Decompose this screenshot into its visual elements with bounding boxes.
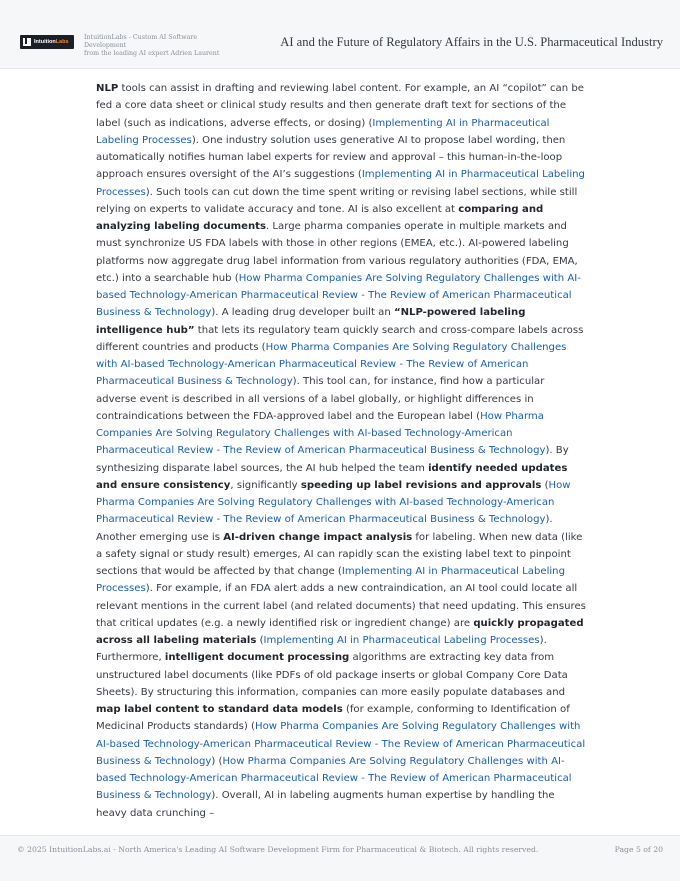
bold-text: intelligent document processing xyxy=(164,652,350,664)
intuitionlabs-logo[interactable] xyxy=(20,35,74,49)
body-text: for labeling. When new data (like a safety signal or study result) emerges, AI can rapidly scan the existing label text to pinpoint sections that would be affected by that change ( xyxy=(96,531,583,577)
body-text: ). This tool can, for instance, find how a particular adverse event is described in all versions of a label globally, or highlight differences in contraindications between the FDA-approved label and the European label ( xyxy=(96,376,545,422)
bold-text: map label content to standard data models xyxy=(96,704,343,715)
body-text: ). Overall, AI in labeling augments human expertise by handling the heavy data crunching – xyxy=(96,790,555,819)
citation-link[interactable]: How Pharma Companies Are Solving Regulatory Challenges with AI-based Technology-American Pharmaceutical Review - The Review of American Pharmaceutical Business & Technology xyxy=(96,272,581,319)
page-footer xyxy=(0,835,680,881)
body-text: ) ( xyxy=(211,755,223,767)
citation-link[interactable]: How Pharma Companies Are Solving Regulatory Challenges with AI-based Technology-American Pharmaceutical Review - The Review of American Pharmaceutical Business & Technology xyxy=(96,479,571,526)
body-text: ). Furthermore, xyxy=(96,635,547,664)
body-text: algorithms are extracting key data from unstructured label documents (like PDFs of old package inserts or global Company Core Data Sheets). By structuring this information, companies can more easily populate databases and xyxy=(96,652,568,698)
logo-wordmark xyxy=(34,39,69,45)
document-title: AI and the Future of Regulatory Affairs in the U.S. Pharmaceutical Industry xyxy=(280,35,663,49)
body-text: that lets its regulatory team quickly search and cross-compare labels across different countries and products ( xyxy=(96,324,584,353)
body-text: tools can assist in drafting and reviewing label content. For example, an AI “copilot” can be fed a core data sheet or clinical study results and then generate draft text for sections of the label (such as indications, adverse effects, or dosing) ( xyxy=(96,83,584,129)
bold-text: speeding up label revisions and approvals xyxy=(300,479,542,491)
citation-link[interactable]: Implementing AI in Pharmaceutical Labeling Processes xyxy=(96,169,585,198)
document-body xyxy=(96,80,586,822)
body-text: ). One industry solution uses generative AI to propose label wording, then automatically notifies human label experts for review and approval – this human-in-the-loop approach ensures oversight of the AI’s suggestions ( xyxy=(96,134,566,181)
page-number: Page 5 of 20 xyxy=(614,845,663,854)
bold-text: NLP xyxy=(96,83,119,94)
bold-text: quickly propagated across all labeling materials xyxy=(96,617,584,646)
citation-link[interactable]: How Pharma Companies Are Solving Regulatory Challenges with AI-based Technology-American Pharmaceutical Review - The Review of American Pharmaceutical Business & Technology xyxy=(96,341,567,388)
page-header xyxy=(0,0,680,69)
citation-link[interactable]: Implementing AI in Pharmaceutical Labeling Processes xyxy=(96,566,565,595)
body-paragraph xyxy=(96,80,586,822)
bold-text: identify needed updates and ensure consistency xyxy=(96,462,568,491)
footer-copyright: © 2025 IntuitionLabs.ai - North America's Leading AI Software Development Firm for Pharmaceutical & Biotech. All rights reserved. xyxy=(17,845,539,854)
body-text: ). A leading drug developer built an xyxy=(211,307,394,319)
bold-text: “NLP-powered labeling intelligence hub” xyxy=(96,307,526,336)
logo-prefix: Intuition xyxy=(34,39,56,45)
company-tagline xyxy=(84,34,234,58)
citation-link[interactable]: Implementing AI in Pharmaceutical Labeling Processes xyxy=(96,117,550,146)
body-text: ). Another emerging use is xyxy=(96,514,553,543)
bold-text: comparing and analyzing labeling documents xyxy=(96,203,544,232)
body-text: ). Such tools can cut down the time spent writing or revising label sections, while still relying on experts to validate accuracy and tone. AI is also excellent at xyxy=(96,186,578,215)
tagline-line-2: from the leading AI expert Adrien Laurent xyxy=(84,50,220,57)
citation-link[interactable]: How Pharma Companies Are Solving Regulatory Challenges with AI-based Technology-American Pharmaceutical Review - The Review of American Pharmaceutical Business & Technology xyxy=(96,755,572,802)
bold-text: AI-driven change impact analysis xyxy=(223,531,413,543)
body-text: . Large pharma companies operate in multiple markets and must synchronize US FDA labels with those in other regions (EMEA, etc.). AI-powered labeling platforms now aggregate drug label information from various regulatory authorities (FDA, EMA, etc.) into a searchable hub ( xyxy=(96,221,578,284)
citation-link[interactable]: How Pharma Companies Are Solving Regulatory Challenges with AI-based Technology-American Pharmaceutical Review - The Review of American Pharmaceutical Business & Technology xyxy=(96,410,546,457)
body-text: ( xyxy=(256,635,264,646)
logo-suffix: Labs xyxy=(55,39,69,45)
logo-mark-icon xyxy=(23,38,31,46)
citation-link[interactable]: Implementing AI in Pharmaceutical Labeling Processes xyxy=(263,635,540,646)
body-text: ( xyxy=(541,479,549,491)
body-text: ). For example, if an FDA alert adds a new contraindication, an AI tool could locate all relevant mentions in the current label (and related documents) that need updating. This ensures that critical updates (e.g. a newly identified risk or ingredient change) are xyxy=(96,583,586,629)
body-text: ). By synthesizing disparate label sources, the AI hub helped the team xyxy=(96,445,569,474)
tagline-line-1: IntuitionLabs - Custom AI Software Development xyxy=(84,34,198,49)
citation-link[interactable]: How Pharma Companies Are Solving Regulatory Challenges with AI-based Technology-American Pharmaceutical Review - The Review of American Pharmaceutical Business & Technology xyxy=(96,721,586,767)
body-text: (for example, conforming to Identification of Medicinal Products standards) ( xyxy=(96,704,570,733)
body-text: , significantly xyxy=(230,479,301,491)
